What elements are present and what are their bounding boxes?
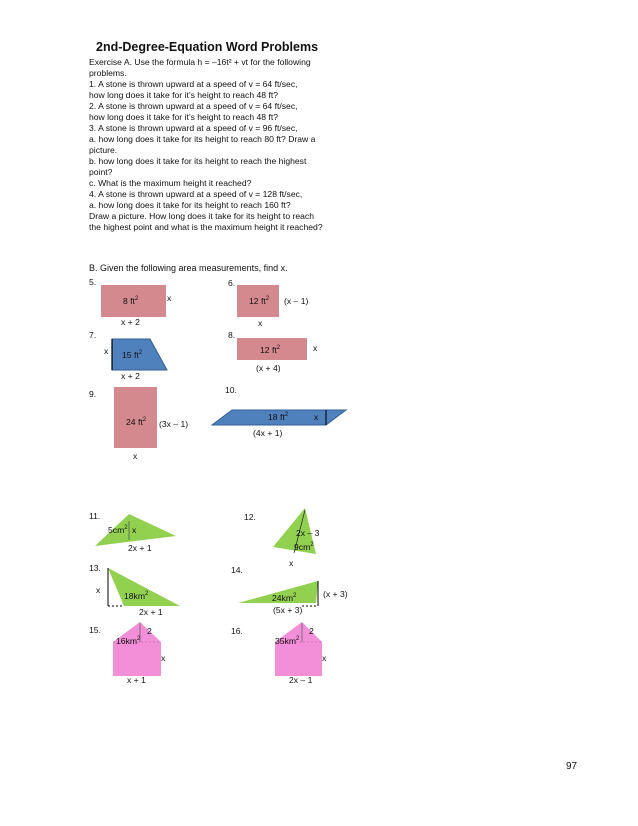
problem-number: 12. xyxy=(244,512,256,522)
shape-house-16 xyxy=(275,622,322,676)
exercise-line: 1. A stone is thrown upward at a speed of v = 64 ft/sec, xyxy=(89,79,298,89)
base-label: (5x + 3) xyxy=(273,605,303,615)
side-label: x xyxy=(322,653,327,663)
area-label: 12 $ft^2$ xyxy=(249,296,270,306)
exercise-line: a. how long does it take for its height to reach 80 ft? Draw a xyxy=(89,134,316,144)
base-label: x + 2 xyxy=(121,317,140,327)
area-label: 12 $ft^2$ xyxy=(260,345,281,355)
roof-label: 2 xyxy=(147,626,152,636)
side-label: (x + 3) xyxy=(323,589,348,599)
exercise-line: problems. xyxy=(89,68,127,78)
area-label: $9cm^2$ xyxy=(294,542,314,552)
base-label: (x + 4) xyxy=(256,363,281,373)
base-label: x xyxy=(258,318,263,328)
exercise-line: c. What is the maximum height it reached? xyxy=(89,178,252,188)
side-label: x xyxy=(161,653,166,663)
area-label: $24km^2$ xyxy=(272,593,297,603)
problem-number: 10. xyxy=(225,385,237,395)
exercise-line: b. how long does it take for its height to reach the highest xyxy=(89,156,307,166)
exercise-line: 4. A stone is thrown upward at a speed of v = 128 ft/sec, xyxy=(89,189,303,199)
problem-number: 11. xyxy=(89,511,101,521)
problem-number: 7. xyxy=(89,330,97,340)
exercise-line: 3. A stone is thrown upward at a speed of v = 96 ft/sec, xyxy=(89,123,298,133)
exercise-line: how long does it take for it’s height to reach 48 ft? xyxy=(89,90,279,100)
area-label: $35km^2$ xyxy=(275,636,300,646)
side-label: x xyxy=(167,293,172,303)
page-title: 2nd-Degree-Equation Word Problems xyxy=(96,40,319,54)
base-label: x + 1 xyxy=(127,675,146,685)
side-label: (x – 1) xyxy=(284,296,309,306)
area-label: 15 $ft^2$ xyxy=(122,350,143,360)
side-label: x xyxy=(313,343,318,353)
side-label: x xyxy=(132,525,137,535)
side-label: x xyxy=(96,585,101,595)
base-label: x xyxy=(133,451,138,461)
exercise-line: point? xyxy=(89,167,113,177)
side-label: x xyxy=(314,412,319,422)
side-label: (3x – 1) xyxy=(159,419,189,429)
section-b-heading: B. Given the following area measurements, find x. xyxy=(89,263,288,273)
problem-number: 16. xyxy=(231,626,243,636)
base-label: (4x + 1) xyxy=(253,428,283,438)
problem-number: 9. xyxy=(89,389,97,399)
area-label: $5cm^2$ xyxy=(108,525,128,535)
exercise-line: 2. A stone is thrown upward at a speed of v = 64 ft/sec, xyxy=(89,101,298,111)
problem-number: 8. xyxy=(228,330,236,340)
exercise-line: how long does it take for it’s height to reach 48 ft? xyxy=(89,112,279,122)
page-number: 97 xyxy=(566,761,578,772)
base-label: 2x – 1 xyxy=(289,675,313,685)
base-label: 2x + 1 xyxy=(139,607,163,617)
area-label: $16km^2$ xyxy=(116,636,141,646)
area-label: 8 $ft^2$ xyxy=(123,296,139,306)
exercise-line: Exercise A. Use the formula h = –16t² + vt for the following xyxy=(89,57,311,67)
roof-label: 2 xyxy=(309,626,314,636)
area-label: 18 $ft^2$ xyxy=(268,412,289,422)
exercise-line: a. how long does it take for its height to reach 160 ft? xyxy=(89,200,291,210)
base-label: x xyxy=(289,558,294,568)
problem-number: 6. xyxy=(228,278,236,288)
exercise-line: picture. xyxy=(89,145,118,155)
shape-house-15 xyxy=(113,622,161,676)
side-label: 2x – 3 xyxy=(296,528,320,538)
problem-number: 14. xyxy=(231,565,243,575)
base-label: x + 2 xyxy=(121,371,140,381)
exercise-line: the highest point and what is the maximum height it reached? xyxy=(89,222,323,232)
exercise-line: Draw a picture. How long does it take for its height to reach xyxy=(89,211,314,221)
base-label: 2x + 1 xyxy=(128,543,152,553)
area-label: $18km^2$ xyxy=(124,591,149,601)
problem-number: 5. xyxy=(89,277,97,287)
problem-number: 15. xyxy=(89,625,101,635)
problem-number: 13. xyxy=(89,563,101,573)
side-label: x xyxy=(104,346,109,356)
area-label: 24 $ft^2$ xyxy=(126,417,147,427)
